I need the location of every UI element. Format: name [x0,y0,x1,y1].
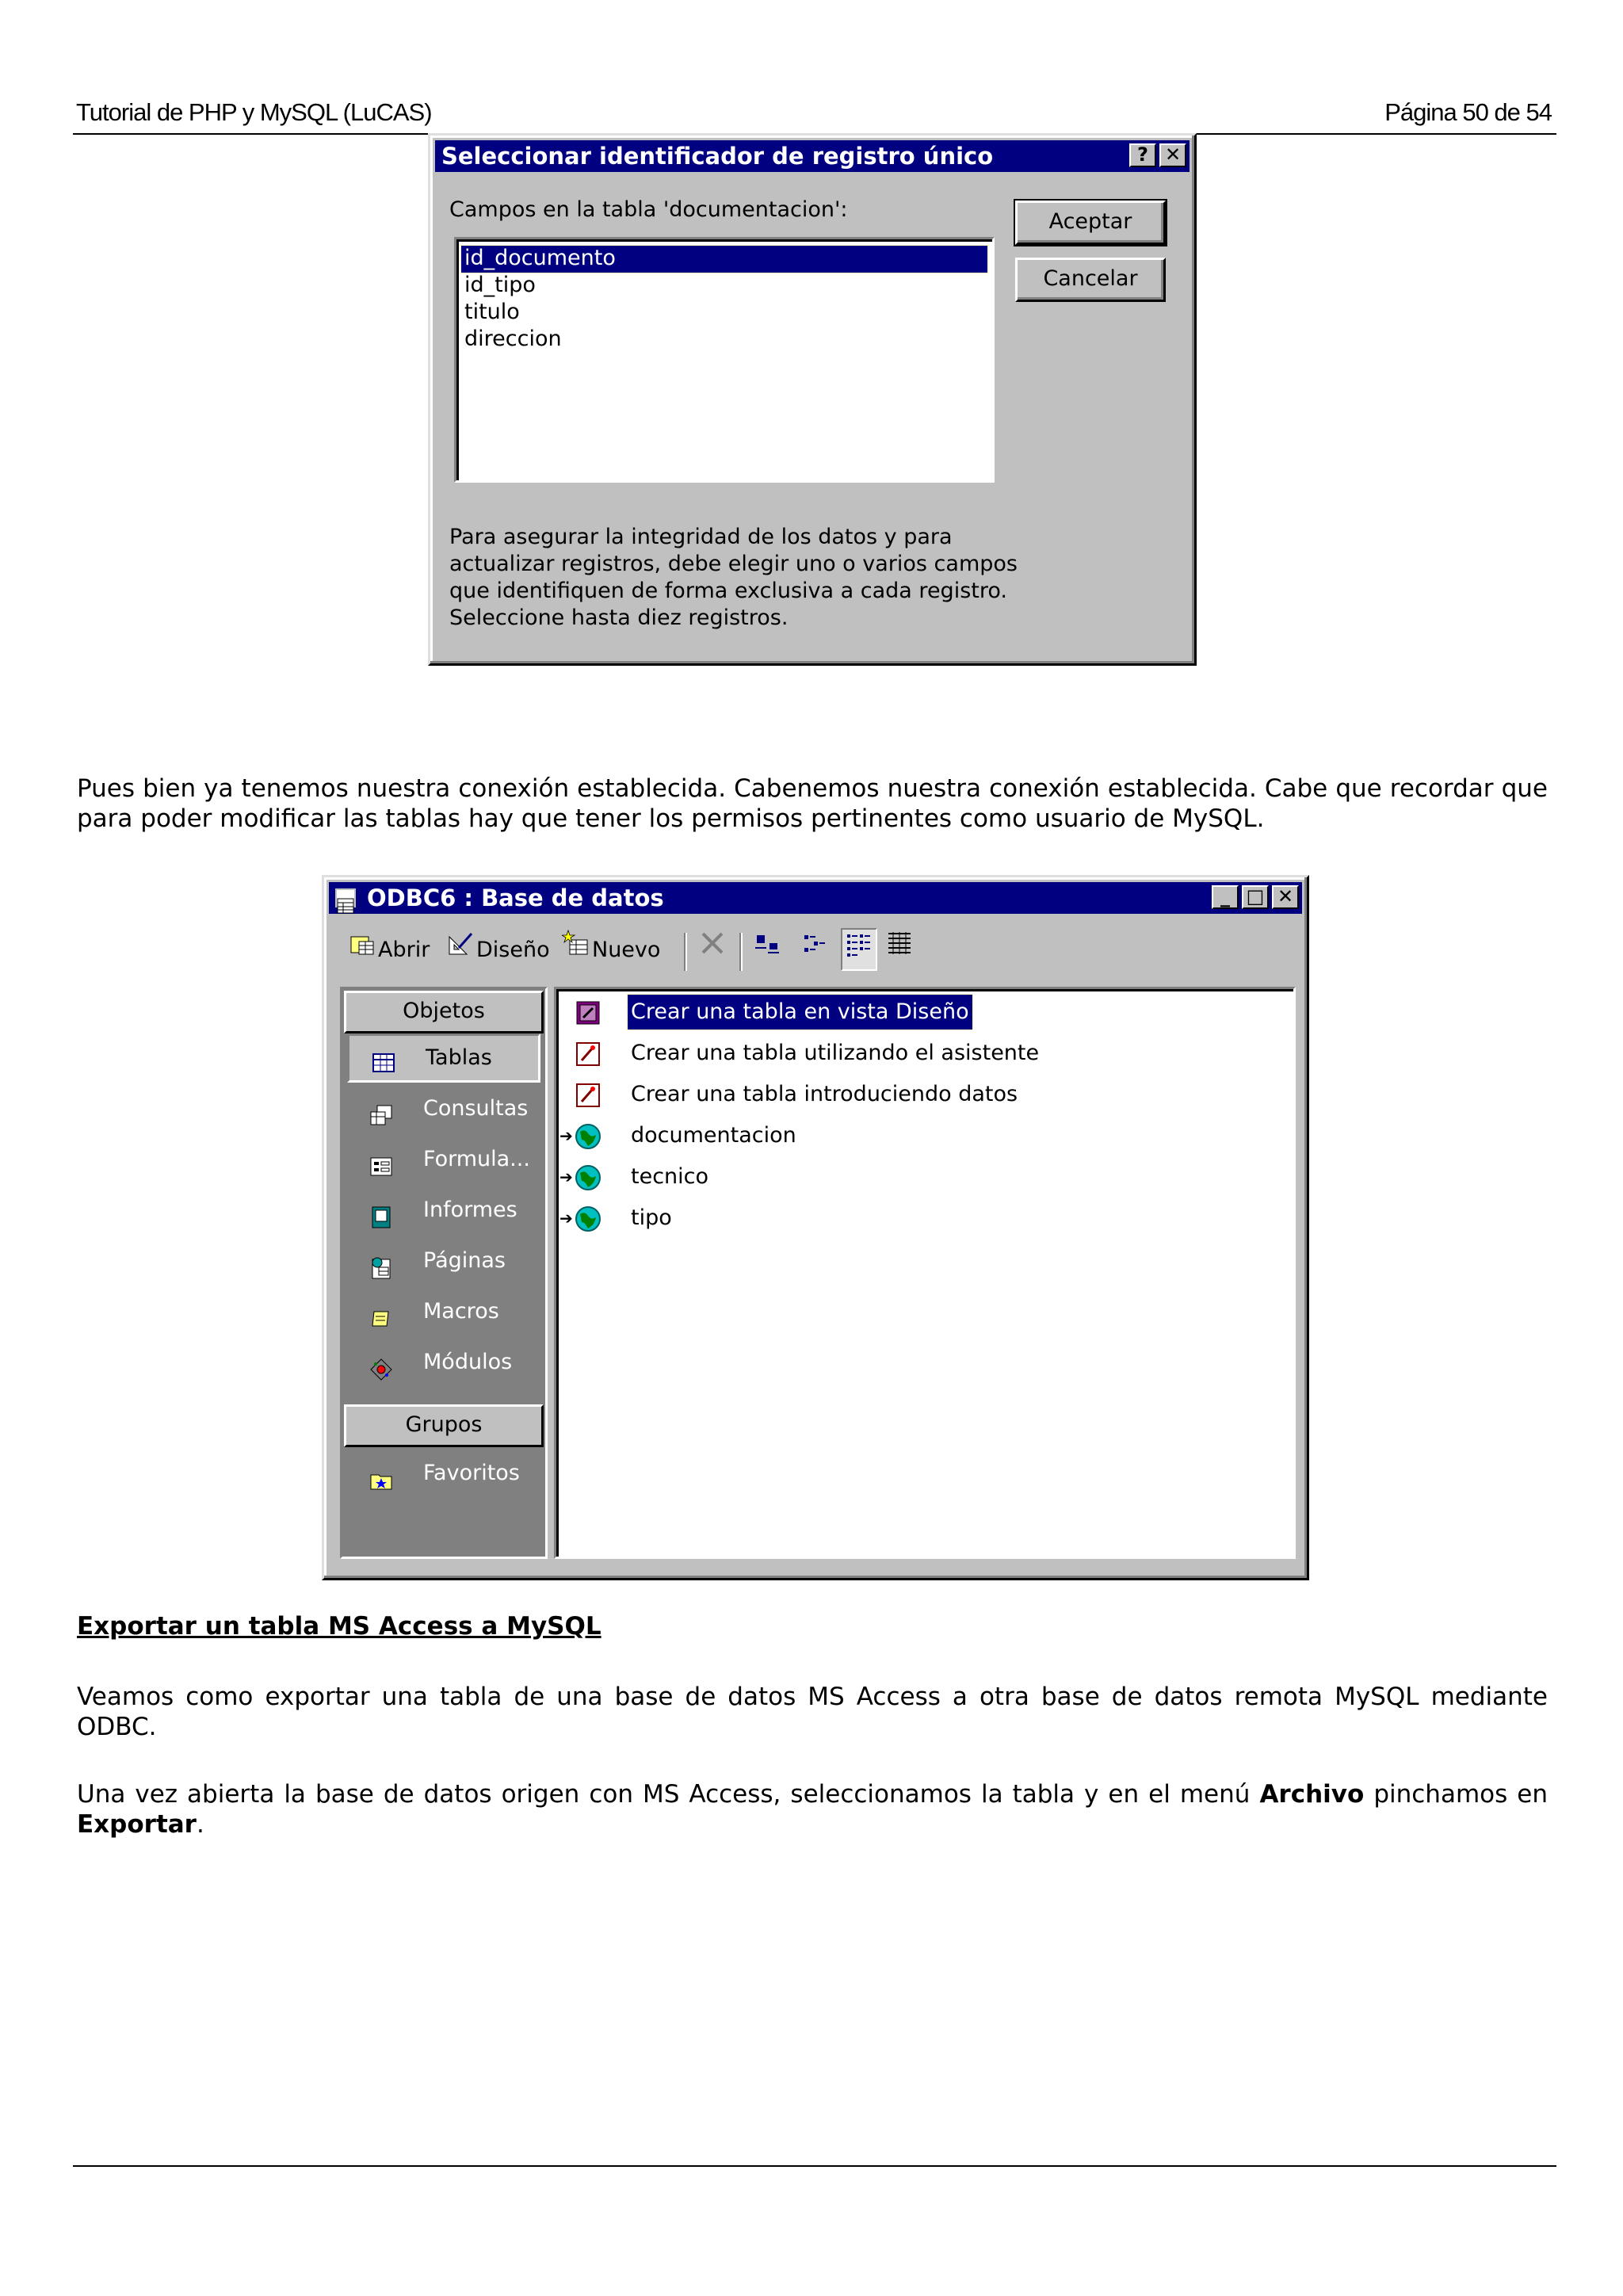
delete-icon [698,929,727,973]
paragraph-connection [77,774,1548,834]
linked-table-globe-icon [574,1122,602,1151]
objects-header-button[interactable]: Objetos [344,991,544,1033]
close-button[interactable]: ✕ [1272,885,1299,909]
open-button[interactable] [348,928,430,972]
nav-item-label: Páginas [423,1248,506,1273]
nav-item-modulos[interactable] [347,1338,540,1387]
field-item[interactable]: direccion [464,327,562,351]
macro-icon [369,1300,393,1324]
cancel-button[interactable]: Cancelar [1015,258,1166,302]
small-icons-button[interactable] [800,928,830,972]
design-button[interactable] [446,928,550,972]
close-button[interactable]: ✕ [1159,143,1186,167]
dialog-titlebar [435,140,1190,172]
new-button[interactable] [562,928,660,972]
list-item-label: documentacion [631,1123,796,1148]
nav-item-label: Tablas [426,1045,492,1070]
new-icon [562,929,590,973]
favorites-icon [369,1461,393,1485]
large-icons-icon [754,929,782,973]
objects-panel [340,987,548,1559]
window-titlebar [329,882,1302,914]
create-data-icon [574,1081,602,1110]
design-icon [446,929,475,973]
fields-listbox[interactable] [454,237,995,483]
dialog-title: Seleccionar identificador de registro único [441,143,994,170]
field-item[interactable]: id_tipo [464,273,536,297]
open-label: Abrir [378,938,430,962]
query-icon [369,1097,393,1121]
nav-item-macros[interactable] [347,1287,540,1336]
delete-button[interactable] [698,928,728,972]
table-list[interactable] [554,987,1296,1559]
accept-button[interactable]: Aceptar [1015,201,1166,245]
nav-item-label: Favoritos [423,1461,520,1485]
note-line: actualizar registros, debe elegir uno o varios campos [449,552,1018,576]
window-title: ODBC6 : Base de datos [367,884,664,911]
menu-name-archivo: Archivo [1259,1780,1365,1809]
section-heading: Exportar un tabla MS Access a MySQL [77,1612,601,1641]
list-item-label: Crear una tabla introduciendo datos [631,1082,1018,1106]
maximize-button[interactable]: □ [1242,885,1269,909]
page-header [73,95,1556,135]
database-icon [335,888,356,907]
large-icons-button[interactable] [754,928,784,972]
linked-table-globe-icon [574,1205,602,1233]
nav-item-favoritos[interactable] [347,1449,540,1498]
text-run: Una vez abierta la base de datos origen con MS Access, seleccionamos la tabla y en el menú [77,1780,1251,1809]
nav-item-label: Módulos [423,1350,513,1374]
details-view-icon [885,929,914,973]
text-run: pinchamos en [1373,1780,1548,1809]
note-line: Seleccione hasta diez registros. [449,606,789,630]
footer-rule [73,2165,1556,2167]
text-run: . [196,1810,204,1839]
design-label: Diseño [476,938,550,962]
small-icons-icon [800,929,828,973]
link-arrow-icon: ➔ [559,1126,573,1145]
nav-item-label: Informes [423,1198,517,1222]
link-arrow-icon: ➔ [559,1167,573,1186]
list-view-button[interactable] [841,928,877,971]
nav-item-label: Formula... [423,1147,530,1171]
unique-record-identifier-dialog [428,133,1197,666]
paragraph-line [77,1779,1548,1809]
toolbar-separator [739,933,743,971]
fields-label: Campos en la tabla 'documentacion': [449,197,848,222]
action-name-exportar: Exportar [77,1810,197,1839]
page-icon [369,1249,393,1273]
list-item-label: Crear una tabla utilizando el asistente [631,1041,1040,1065]
linked-table-globe-icon [574,1163,602,1192]
nav-item-label: Macros [423,1299,499,1324]
module-icon [369,1350,393,1374]
paragraph-line: Pues bien ya tenemos nuestra conexión establecida. Cabenemos nuestra conexión establecida. Cabe que recordar que [77,774,1548,803]
note-line: Para asegurar la integridad de los datos y para [449,525,953,549]
field-item-selected[interactable]: id_documento [461,246,987,273]
paragraph-export-intro [77,1682,1548,1742]
note-line: que identifiquen de forma exclusiva a cada registro. [449,579,1007,603]
help-button[interactable]: ? [1129,143,1156,167]
form-icon [369,1148,393,1171]
document-title: Tutorial de PHP y MySQL (LuCAS) [76,98,432,126]
field-item[interactable]: titulo [464,300,520,324]
list-item-label: tecnico [631,1164,709,1189]
table-icon [372,1046,395,1070]
paragraph-line: ODBC. [77,1713,157,1741]
page-number: Página 50 de 54 [1384,98,1552,126]
create-wizard-icon [574,1040,602,1068]
report-icon [369,1198,393,1222]
groups-header-button[interactable]: Grupos [344,1404,544,1447]
nav-item-label: Consultas [423,1096,529,1121]
paragraph-export-steps [77,1779,1548,1839]
nav-item-consultas[interactable] [347,1084,540,1133]
open-icon [348,929,376,973]
nav-item-tablas[interactable] [347,1033,540,1083]
details-view-button[interactable] [885,928,915,972]
paragraph-line: Veamos como exportar una tabla de una base de datos MS Access a otra base de datos remota MySQL mediante [77,1683,1548,1711]
dialog-note [449,524,1020,632]
minimize-button[interactable]: _ [1212,885,1239,909]
list-item-label: tipo [631,1205,672,1230]
toolbar [340,928,1291,977]
list-item-label: Crear una tabla en vista Diseño [628,995,972,1030]
new-label: Nuevo [592,938,661,962]
list-view-icon [844,930,873,972]
create-design-icon [574,999,602,1027]
paragraph-line [77,1809,1548,1839]
toolbar-separator [684,933,687,971]
nav-item-formularios[interactable] [347,1135,540,1184]
link-arrow-icon: ➔ [559,1209,573,1228]
database-window [322,875,1309,1580]
nav-item-informes[interactable] [347,1186,540,1235]
paragraph-line: para poder modificar las tablas hay que tener los permisos pertinentes como usuario de MySQL. [77,804,1265,833]
nav-item-paginas[interactable] [347,1236,540,1286]
